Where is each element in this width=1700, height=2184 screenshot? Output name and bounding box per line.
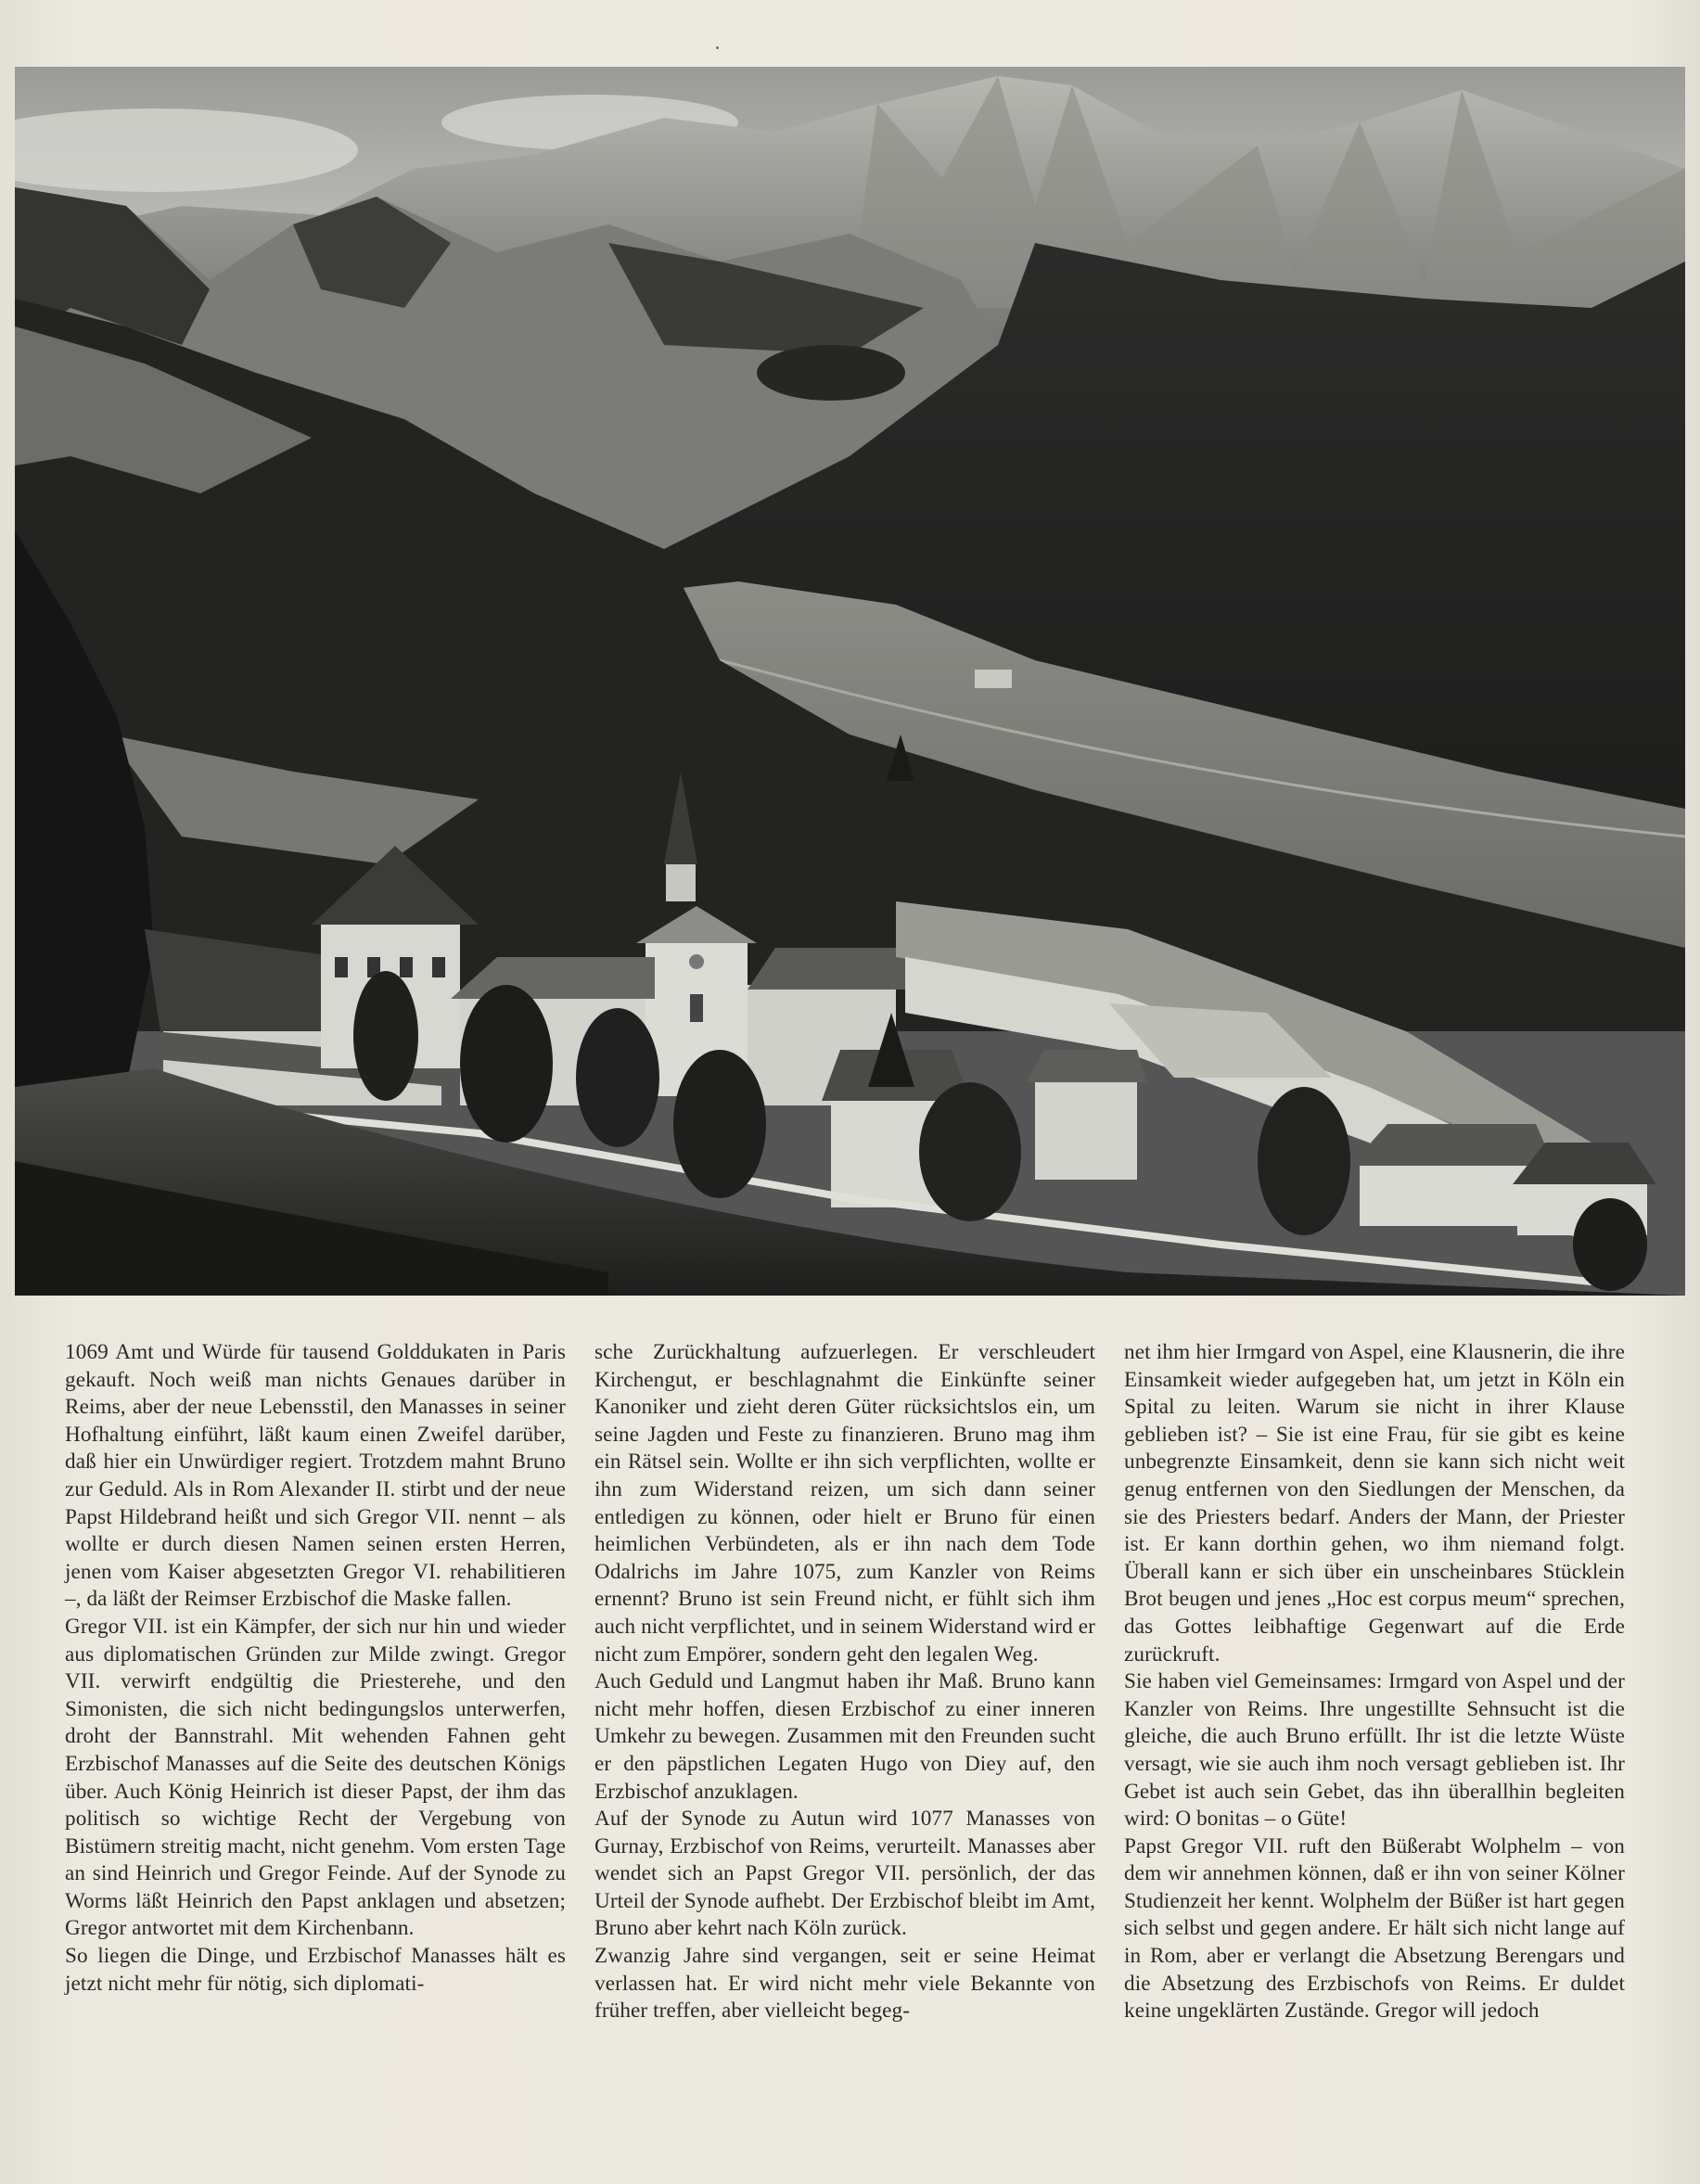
paragraph: net ihm hier Irmgard von Aspel, eine Klausnerin, die ihre Einsamkeit wieder aufgegeben hat, um jetzt in Köln ein Spital zu leiten. Warum sie nicht in ihrer Klause geblieben ist? – Sie ist eine Frau, für sie gibt es keine unbegrenzte Einsamkeit, denn sie kann sich nicht weit genug entfernen von den Siedlungen der Menschen, da sie des Priesters bedarf. Anders der Mann, der Priester ist. Er kann dorthin gehen, wo ihm niemand folgt. Überall kann er sich über ein unscheinbares Stücklein Brot beugen und jenes „Hoc est corpus meum“ sprechen, das Gottes leibhaftige Gegenwart auf die Erde zurückruft. xyxy=(1124,1340,1625,1667)
photo-illustration xyxy=(15,67,1685,1296)
paragraph: Gregor VII. ist ein Kämpfer, der sich nur hin und wieder aus diplomatischen Gründen zur Milde zwingt. Gregor VII. verwirft endgültig die Priesterehe, und den Simonisten, die sich nicht bedingungslos unterwerfen, droht der Bannstrahl. Mit wehenden Fahnen geht Erzbischof Manasses auf die Seite des deutschen Königs über. Auch König Heinrich ist dieser Papst, der ihm das politisch so wichtige Recht der Vergebung von Bistümern streitig macht, nicht genehm. Vom ersten Tage an sind Heinrich und Gregor Feinde. Auf der Synode zu Worms läßt Heinrich den Papst anklagen und absetzen; Gregor antwortet mit dem Kirchenbann. xyxy=(65,1614,566,1941)
text-column-2 xyxy=(594,1339,1095,2025)
text-column-3 xyxy=(1124,1339,1625,2025)
paragraph: So liegen die Dinge, und Erzbischof Manasses hält es jetzt nicht mehr für nötig, sich diplomati- xyxy=(65,1944,566,1996)
monastery-photograph xyxy=(15,67,1685,1296)
paragraph: Auf der Synode zu Autun wird 1077 Manasses von Gurnay, Erzbischof von Reims, verurteilt. Manasses aber wendet sich an Papst Gregor VII. persönlich, der das Urteil der Synode aufhebt. Der Erzbischof bleibt im Amt, Bruno aber kehrt nach Köln zurück. xyxy=(594,1807,1095,1941)
article-text xyxy=(65,1339,1623,2155)
paragraph: 1069 Amt und Würde für tausend Golddukaten in Paris gekauft. Noch weiß man nichts Genaues darüber in Reims, aber der neue Lebensstil, den Manasses in seiner Hofhaltung einführt, läßt kaum einen Zweifel darüber, daß hier ein Unwürdiger regiert. Trotzdem mahnt Bruno zur Geduld. Als in Rom Alexander II. stirbt und der neue Papst Hildebrand heißt und sich Gregor VII. nennt – als wollte er durch diesen Namen seinen ersten Herren, jenen vom Kaiser abgesetzten Gregor VI. rehabilitieren –, da läßt der Reimser Erzbischof die Maske fallen. xyxy=(65,1340,566,1612)
paragraph: Papst Gregor VII. ruft den Büßerabt Wolphelm – von dem wir annehmen können, daß er ihn von seiner Kölner Studienzeit her kennt. Wolphelm der Büßer ist hart gegen sich selbst und gegen andere. Er hält sich nicht lange auf in Rom, aber er verlangt die Absetzung Berengars und die Absetzung des Erzbischofs von Reims. Er duldet keine ungeklärten Zustände. Gregor will jedoch xyxy=(1124,1833,1625,2024)
paragraph: sche Zurückhaltung aufzuerlegen. Er verschleudert Kirchengut, er beschlagnahmt die Einkünfte seiner Kanoniker und zieht deren Güter rücksichtslos ein, um seine Jagden und Feste zu finanzieren. Bruno mag ihm ein Rätsel sein. Wollte er ihn sich verpflichten, wollte er ihn zum Widerstand reizen, um sich dann seiner entledigen zu können, oder hielt er Bruno für einen heimlichen Verbündeten, als er ihn nach dem Tode Odalrichs im Jahre 1075, zum Kanzler von Reims ernennt? Bruno ist sein Freund nicht, er fühlt sich ihm auch nicht verpflichtet, und in seinem Widerstand wird er nicht zum Empörer, sondern geht den legalen Weg. xyxy=(594,1340,1095,1667)
text-column-1 xyxy=(65,1339,566,1998)
paragraph: Zwanzig Jahre sind vergangen, seit er seine Heimat verlassen hat. Er wird nicht mehr viele Bekannte von früher treffen, aber vielleicht begeg- xyxy=(594,1944,1095,2024)
paragraph: Auch Geduld und Langmut haben ihr Maß. Bruno kann nicht mehr hoffen, diesen Erzbischof zu einer inneren Umkehr zu bewegen. Zusammen mit den Freunden sucht er den päpstlichen Legaten Hugo von Diey auf, den Erzbischof anzuklagen. xyxy=(594,1669,1095,1804)
printer-mark xyxy=(716,46,719,49)
paragraph: Sie haben viel Gemeinsames: Irmgard von Aspel und der Kanzler von Reims. Ihre ungestillte Sehnsucht ist die gleiche, die auch Bruno erfüllt. Ihr ist die letzte Wüste versagt, wie sie auch ihm noch versagt geblieben ist. Ihr Gebet ist auch sein Gebet, das ihn überallhin begleiten wird: O bonitas – o Güte! xyxy=(1124,1669,1625,1832)
